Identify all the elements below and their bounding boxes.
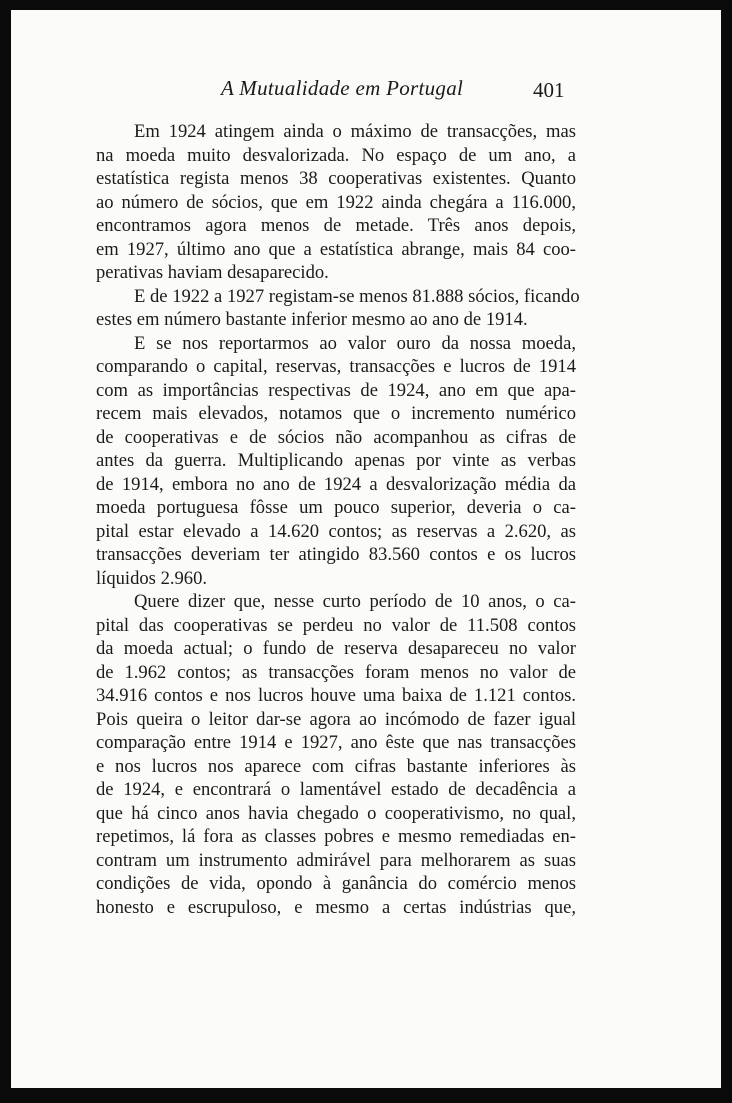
text-line: E se nos reportarmos ao valor ouro da nossa moeda, [134,332,576,354]
text-line: com as importâncias respectivas de 1924, ano em que apa- [96,379,576,401]
text-line: Pois queira o leitor dar-se agora ao incómodo de fazer igual [96,708,576,730]
text-line: de cooperativas e de sócios não acompanhou as cifras de [96,426,576,448]
text-line: Quere dizer que, nesse curto período de 10 anos, o ca- [134,591,576,612]
text-line: que há cinco anos havia chegado o cooperativismo, no qual, [96,802,576,824]
text-line: pital das cooperativas se perdeu no valor de 11.508 contos [96,614,576,636]
text-line: E de 1922 a 1927 registam-se menos 81.888 sócios, ficando [134,285,580,307]
text-line: recem mais elevados, notamos que o incremento numérico [96,403,576,424]
text-line: da moeda actual; o fundo de reserva desapareceu no valor [96,638,576,659]
body-text [96,120,580,919]
text-line: Em 1924 atingem ainda o máximo de transacções, mas [134,121,576,142]
text-line: 34.916 contos e nos lucros houve uma baixa de 1.121 contos. [96,685,576,706]
text-line: em 1927, último ano que a estatística abrange, mais 84 coo- [96,238,576,260]
text-line: contram um instrumento admirável para melhorarem as suas [96,849,576,871]
text-line: pital estar elevado a 14.620 contos; as reservas a 2.620, as [96,520,576,542]
text-line: transacções deveriam ter atingido 83.560 contos e os lucros [96,544,576,565]
text-line: líquidos 2.960. [96,567,208,589]
text-line: de 1924, e encontrará o lamentável estado de decadência a [96,779,576,800]
page-number: 401 [533,78,565,102]
text-line: moeda portuguesa fôsse um pouco superior, deveria o ca- [96,497,576,518]
text-line: comparando o capital, reservas, transacções e lucros de 1914 [96,356,576,377]
text-line: repetimos, lá fora as classes pobres e mesmo remediadas en- [96,826,576,847]
text-line: comparação entre 1914 e 1927, ano êste que nas transacções [96,732,576,753]
text-line: estatística regista menos 38 cooperativas existentes. Quanto [96,168,576,189]
text-line: de 1914, embora no ano de 1924 a desvalorização média da [96,473,576,495]
text-line: na moeda muito desvalorizada. No espaço de um ano, a [96,144,576,166]
text-line: perativas haviam desaparecido. [96,262,329,283]
text-line: honesto e escrupuloso, e mesmo a certas indústrias que, [96,896,576,918]
text-line: estes em número bastante inferior mesmo ao ano de 1914. [96,309,528,330]
text-line: ao número de sócios, que em 1922 ainda chegára a 116.000, [96,191,576,213]
running-title: A Mutualidade em Portugal [221,76,464,100]
text-line: e nos lucros nos aparece com cifras bastante inferiores às [96,755,576,777]
text-line: antes da guerra. Multiplicando apenas por vinte as verbas [96,450,576,471]
text-line: encontramos agora menos de metade. Três anos depois, [96,215,576,236]
page-header [11,72,721,112]
text-line: de 1.962 contos; as transacções foram menos no valor de [96,661,576,683]
text-line: condições de vida, opondo à ganância do comércio menos [96,873,576,894]
book-page [11,10,721,1088]
